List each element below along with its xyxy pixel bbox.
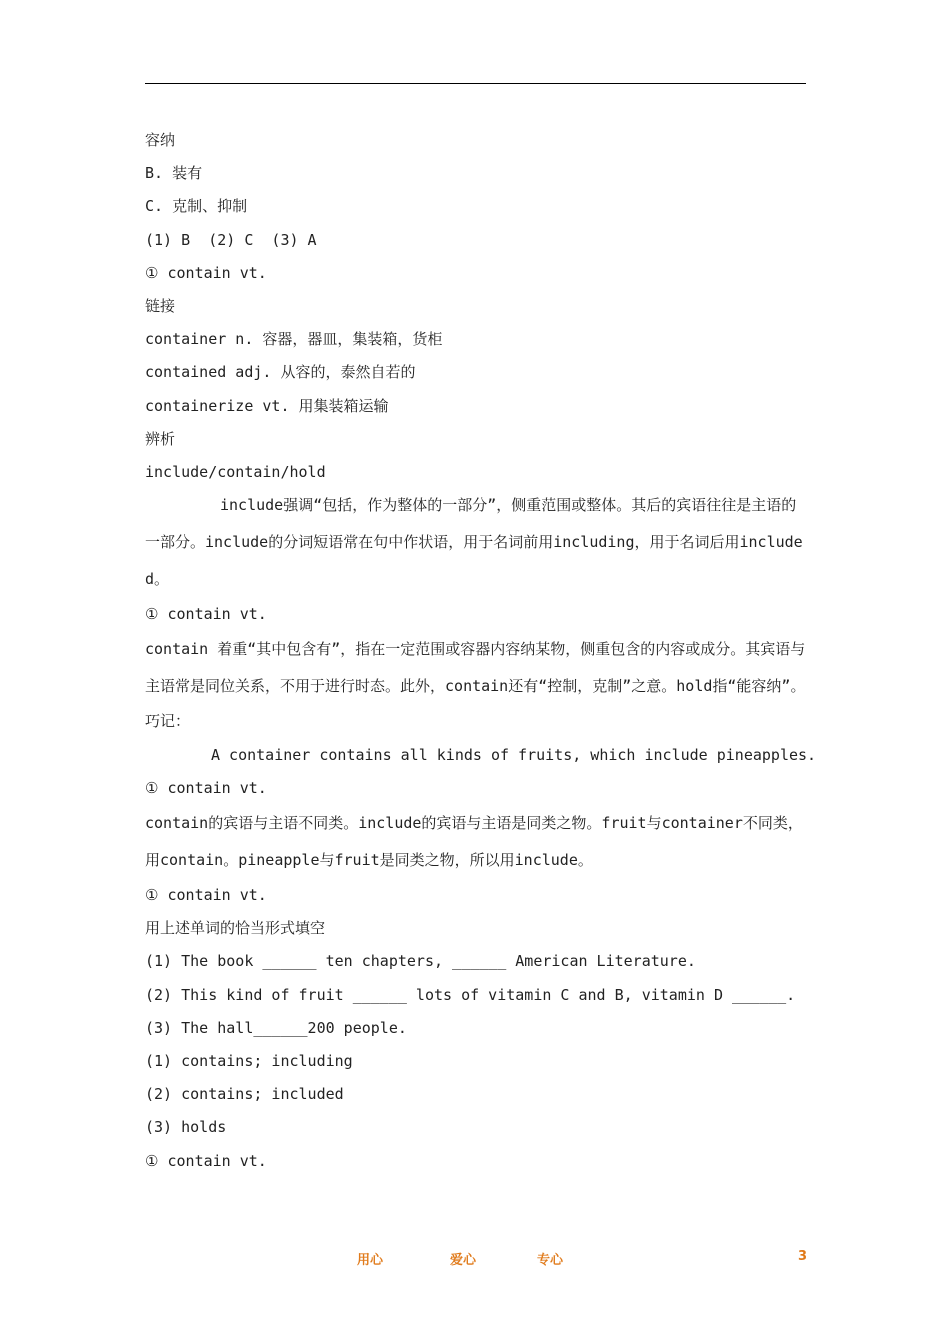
reference-line: ① contain vt. [145, 1151, 267, 1170]
reference-line: ① contain vt. [145, 886, 267, 905]
reference-line: ① contain vt. [145, 778, 267, 797]
include-paragraph: include强调“包括，作为整体的一部分”，侧重范围或整体。其后的宾语往往是主语的一部分。include的分词短语常在句中作状语，用于名词前用including，用于名词后用included。 [145, 496, 803, 589]
section-heading-links: 链接 [145, 297, 176, 316]
answer-item: (3) holds [145, 1118, 227, 1137]
vocab-containerize: containerize vt. 用集装箱运输 [145, 396, 389, 415]
exercise-item: (1) The book ______ ten chapters, ______ American Literature. [145, 952, 696, 971]
option-c: C. 克制、抑制 [145, 197, 248, 216]
contain-paragraph: contain 着重“其中包含有”，指在一定范围或容器内容纳某物，侧重包含的内容或成分。其宾语与主语常是同位关系，不用于进行时态。此外，contain还有“控制，克制”之意。hold指“能容纳”。 [145, 640, 806, 696]
answer-item: (2) contains; included [145, 1085, 344, 1104]
exercise-instruction: 用上述单词的恰当形式填空 [145, 919, 326, 938]
vocab-contained: contained adj. 从容的，泰然自若的 [145, 363, 416, 382]
answer-line: (1) B (2) C (3) A [145, 230, 317, 249]
answer-item: (1) contains; including [145, 1052, 353, 1071]
page-footer [0, 1249, 950, 1269]
footer-text-middle: 爱心 [450, 1253, 477, 1268]
header-rule [145, 83, 806, 84]
vocab-container: container n. 容器，器皿，集装箱，货柜 [145, 330, 443, 349]
option-b: B. 装有 [145, 164, 203, 183]
reference-line: ① contain vt. [145, 263, 267, 282]
document-body [145, 124, 817, 1178]
reference-line: ① contain vt. [145, 605, 267, 624]
footer-text-left: 用心 [357, 1253, 384, 1268]
tip-label: 巧记： [145, 712, 191, 731]
exercise-item: (3) The hall______200 people. [145, 1018, 407, 1037]
text-line: 容纳 [145, 131, 176, 149]
page-number: 3 [798, 1249, 808, 1264]
explanation-paragraph: contain的宾语与主语不同类。include的宾语与主语是同类之物。fruit与container不同类，用contain。pineapple与fruit是同类之物，所以用include。 [145, 814, 803, 870]
comparison-title: include/contain/hold [145, 463, 326, 482]
section-heading-analysis: 辨析 [145, 429, 176, 448]
tip-example: A container contains all kinds of fruits, which include pineapples. [211, 745, 817, 764]
footer-text-right: 专心 [537, 1253, 564, 1268]
exercise-item: (2) This kind of fruit ______ lots of vitamin C and B, vitamin D ______. [145, 985, 796, 1004]
